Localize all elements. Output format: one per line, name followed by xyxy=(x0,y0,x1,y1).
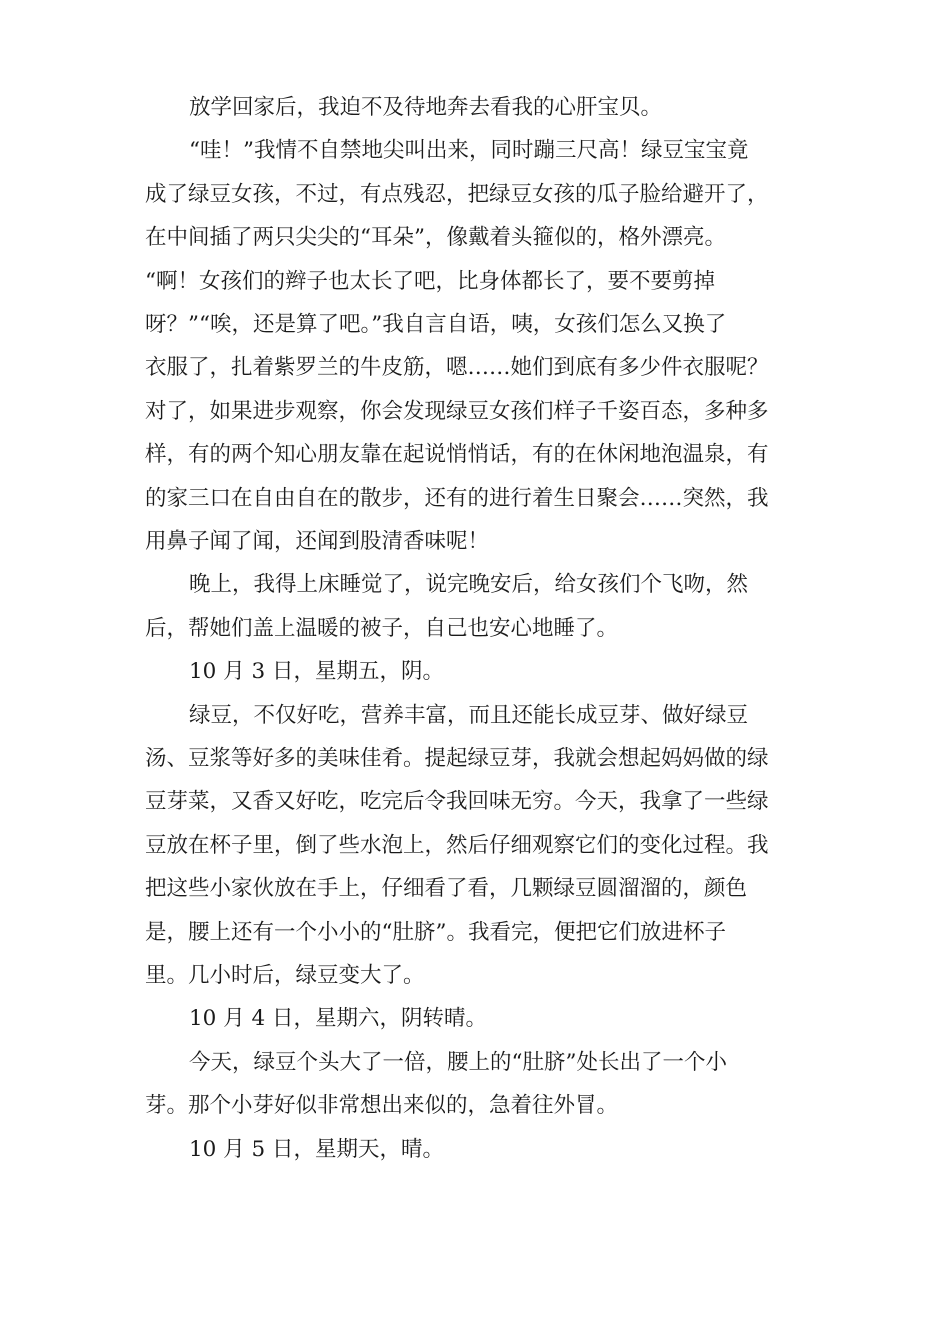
paragraph-line: 汤、豆浆等好多的美味佳肴。提起绿豆芽，我就会想起妈妈做的绿 xyxy=(145,746,769,771)
paragraph-first-line: “哇！”我情不自禁地尖叫出来，同时蹦三尺高！绿豆宝宝竟 xyxy=(189,138,749,164)
paragraph-first-line: 10 月 3 日，星期五，阴。 xyxy=(189,659,445,685)
paragraph-line: 的家三口在自由自在的散步，还有的进行着生日聚会……突然，我 xyxy=(145,485,769,511)
paragraph-line: 豆放在杯子里，倒了些水泡上，然后仔细观察它们的变化过程。我 xyxy=(145,832,769,858)
paragraph-line: 是，腰上还有一个小小的“肚脐”。我看完，便把它们放进杯子 xyxy=(145,919,726,945)
paragraph-first-line: 10 月 4 日，星期六，阴转晴。 xyxy=(189,1006,488,1032)
paragraph-line: 在中间插了两只尖尖的“耳朵”，像戴着头箍似的，格外漂亮。 xyxy=(145,225,726,251)
paragraph-line: 里。几小时后，绿豆变大了。 xyxy=(145,963,425,988)
paragraph-line: 呀？”“唉，还是算了吧。”我自言自语，咦，女孩们怎么又换了 xyxy=(145,312,727,337)
paragraph-line: 样，有的两个知心朋友靠在起说悄悄话，有的在休闲地泡温泉，有 xyxy=(145,442,769,468)
paragraph-line: 衣服了，扎着紫罗兰的牛皮筋，嗯……她们到底有多少件衣服呢？ xyxy=(145,355,769,381)
paragraph-line: 用鼻子闻了闻，还闻到股清香味呢！ xyxy=(145,529,490,554)
paragraph-line: 成了绿豆女孩，不过，有点残忍，把绿豆女孩的瓜子脸给避开了， xyxy=(145,181,769,207)
paragraph-first-line: 10 月 5 日，星期天，晴。 xyxy=(189,1136,445,1162)
paragraph-line: 对了，如果进步观察，你会发现绿豆女孩们样子千姿百态，多种多 xyxy=(145,398,769,424)
paragraph-first-line: 绿豆，不仅好吃，营养丰富，而且还能长成豆芽、做好绿豆 xyxy=(189,702,749,728)
paragraph-line: 把这些小家伙放在手上，仔细看了看，几颗绿豆圆溜溜的，颜色 xyxy=(145,876,748,902)
paragraph-first-line: 放学回家后，我迫不及待地奔去看我的心肝宝贝。 xyxy=(189,95,663,120)
paragraph-line: “啊！女孩们的辫子也太长了吧，比身体都长了，要不要剪掉 xyxy=(145,268,715,294)
paragraph-first-line: 晚上，我得上床睡觉了，说完晚安后，给女孩们个飞吻，然 xyxy=(189,572,749,598)
paragraph-line: 后，帮她们盖上温暖的被子，自己也安心地睡了。 xyxy=(145,615,619,641)
paragraph-first-line: 今天，绿豆个头大了一倍，腰上的“肚脐”处长出了一个小 xyxy=(189,1049,727,1075)
paragraph-line: 豆芽菜，又香又好吃，吃完后令我回味无穷。今天，我拿了一些绿 xyxy=(145,789,769,815)
paragraph-line: 芽。那个小芽好似非常想出来似的，急着往外冒。 xyxy=(145,1093,619,1119)
